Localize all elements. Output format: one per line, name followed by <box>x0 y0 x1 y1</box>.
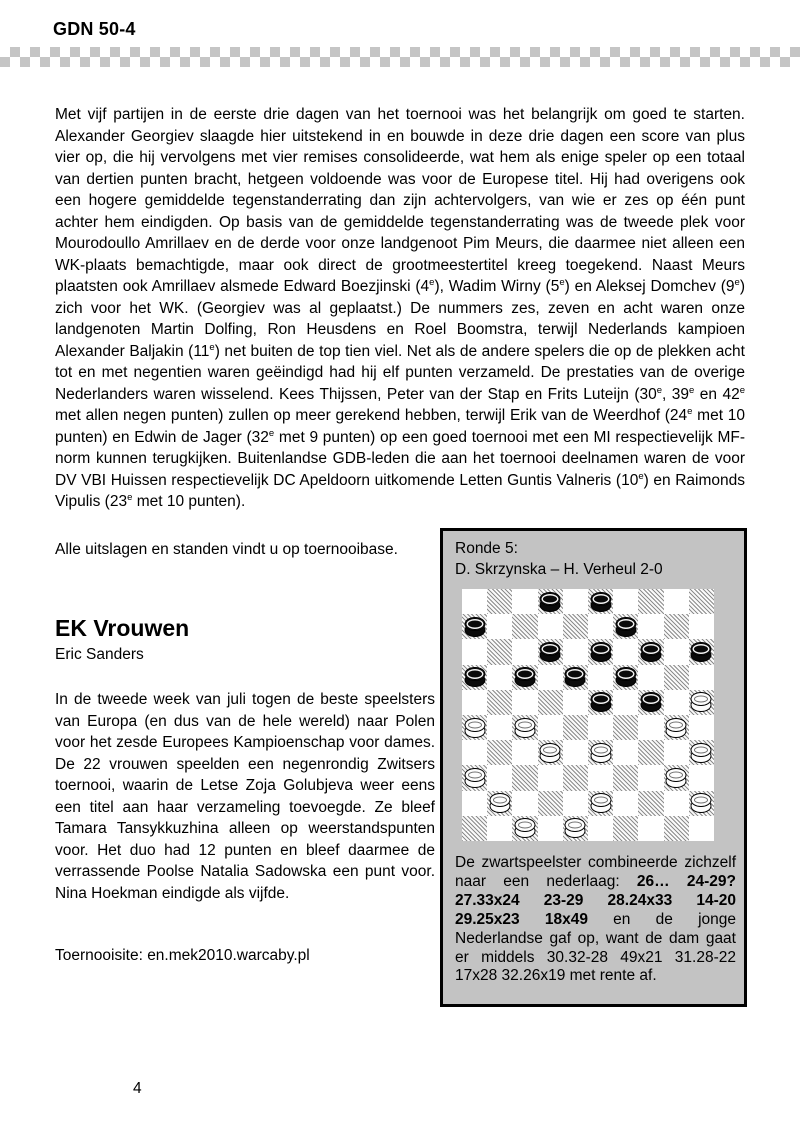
board-square <box>638 589 663 614</box>
board-square <box>588 614 613 639</box>
section-author: Eric Sanders <box>55 646 144 663</box>
board-square <box>689 589 714 614</box>
piece-face <box>464 617 485 631</box>
board-square <box>563 589 588 614</box>
board-square <box>538 614 563 639</box>
board-square <box>487 589 512 614</box>
board-square <box>487 740 512 765</box>
black-piece <box>640 692 661 712</box>
board-square <box>638 765 663 790</box>
board-square <box>487 639 512 664</box>
black-piece <box>540 592 561 612</box>
board-square <box>664 639 689 664</box>
ek-vrouwen-paragraph: In de tweede week van juli togen de beste speelsters van Europa (en dus van de hele wereld) naar Polen voor het zesde Europees Kampioenschap voor dames. De 22 vrouwen speelden een negenrondig Zwitsers toernooi, waarin de Letse Zoja Golubjeva weer eens een titel aan haar verzameling toevoegde. Ze bleef Tamara Tansykkuzhina alleen op weerstandspunten voor. Het duo had 12 punten en bleef daarmee de verrassende Poolse Natalia Sadowska een punt voor. Nina Hoekman eindigde als vijfde. <box>55 691 435 902</box>
board-square <box>638 665 663 690</box>
black-piece <box>640 642 661 662</box>
white-piece <box>565 818 586 838</box>
board-square <box>613 816 638 841</box>
board-square <box>538 740 563 765</box>
board-square <box>563 614 588 639</box>
draughts-board <box>462 589 714 841</box>
piece-face <box>489 793 510 807</box>
board-square <box>538 589 563 614</box>
board-square <box>689 740 714 765</box>
board-square <box>588 665 613 690</box>
board-square <box>638 639 663 664</box>
piece-face <box>565 818 586 832</box>
board-square <box>538 639 563 664</box>
white-piece <box>666 768 687 788</box>
black-piece <box>514 667 535 687</box>
board-square <box>462 715 487 740</box>
board-square <box>638 614 663 639</box>
black-piece <box>464 617 485 637</box>
game-caption: De zwartspeelster combineerde zichzelf naar een nederlaag: 26… 24-29? 27.33x24 23-29 28.24x33 14-20 29.25x23 18x49 en de jonge Nederlandse gaf op, want de dam gaat er middels 30.32-28 49x21 31.28-22 17x28 32.26x19 met rente af. <box>455 854 737 985</box>
white-piece <box>691 743 712 763</box>
piece-face <box>514 818 535 832</box>
board-square <box>512 614 537 639</box>
piece-face <box>590 692 611 706</box>
piece-face <box>615 667 636 681</box>
black-piece <box>615 617 636 637</box>
piece-face <box>590 642 611 656</box>
board-square <box>588 740 613 765</box>
board-square <box>664 589 689 614</box>
board-square <box>462 740 487 765</box>
black-piece <box>691 642 712 662</box>
board-square <box>512 791 537 816</box>
issue-title: GDN 50-4 <box>53 19 136 39</box>
board-square <box>613 614 638 639</box>
black-piece <box>615 667 636 687</box>
board-square <box>462 589 487 614</box>
piece-face <box>640 692 661 706</box>
board-square <box>638 816 663 841</box>
board-square <box>664 690 689 715</box>
board-square <box>638 740 663 765</box>
players-result: D. Skrzynska – H. Verheul 2-0 <box>455 560 663 578</box>
board-square <box>613 740 638 765</box>
board-square <box>563 690 588 715</box>
white-piece <box>590 743 611 763</box>
tournament-site-note: Toernooisite: en.mek2010.warcaby.pl <box>55 947 310 964</box>
white-piece <box>514 718 535 738</box>
toernooibase-note: Alle uitslagen en standen vindt u op toernooibase. <box>55 541 398 558</box>
board-square <box>588 639 613 664</box>
board-square <box>563 740 588 765</box>
board-square <box>563 639 588 664</box>
board-square <box>588 765 613 790</box>
page-number: 4 <box>133 1080 142 1097</box>
board-square <box>563 791 588 816</box>
piece-face <box>691 642 712 656</box>
board-square <box>689 614 714 639</box>
board-square <box>613 765 638 790</box>
board-square <box>538 690 563 715</box>
board-square <box>462 791 487 816</box>
board-square <box>613 665 638 690</box>
board-square <box>462 690 487 715</box>
board-square <box>563 665 588 690</box>
board-square <box>664 665 689 690</box>
board-square <box>689 665 714 690</box>
board-square <box>638 690 663 715</box>
piece-face <box>666 768 687 782</box>
board-square <box>462 665 487 690</box>
board-square <box>512 816 537 841</box>
piece-face <box>514 718 535 732</box>
white-piece <box>691 793 712 813</box>
white-piece <box>540 743 561 763</box>
piece-face <box>691 692 712 706</box>
piece-face <box>464 718 485 732</box>
board-square <box>664 715 689 740</box>
black-piece <box>590 592 611 612</box>
piece-face <box>666 718 687 732</box>
board-square <box>638 715 663 740</box>
board-square <box>512 665 537 690</box>
piece-face <box>540 642 561 656</box>
board-square <box>512 740 537 765</box>
board-square <box>512 690 537 715</box>
black-piece <box>590 642 611 662</box>
board-square <box>538 765 563 790</box>
board-square <box>487 665 512 690</box>
board-square <box>664 614 689 639</box>
board-square <box>538 816 563 841</box>
piece-face <box>691 743 712 757</box>
board-square <box>512 639 537 664</box>
white-piece <box>590 793 611 813</box>
board-square <box>588 791 613 816</box>
board-square <box>613 690 638 715</box>
board-square <box>512 765 537 790</box>
board-square <box>689 765 714 790</box>
board-square <box>538 665 563 690</box>
piece-face <box>540 743 561 757</box>
board-square <box>588 816 613 841</box>
board-square <box>487 690 512 715</box>
board-square <box>563 816 588 841</box>
board-square <box>487 715 512 740</box>
white-piece <box>666 718 687 738</box>
white-piece <box>464 718 485 738</box>
piece-face <box>590 592 611 606</box>
piece-face <box>464 768 485 782</box>
board-square <box>563 765 588 790</box>
board-square <box>487 791 512 816</box>
board-square <box>588 715 613 740</box>
board-square <box>487 614 512 639</box>
board-square <box>487 816 512 841</box>
checker-band-decoration <box>0 47 800 67</box>
piece-face <box>590 793 611 807</box>
white-piece <box>464 768 485 788</box>
board-square <box>689 816 714 841</box>
black-piece <box>540 642 561 662</box>
board-square <box>462 765 487 790</box>
board-square <box>487 765 512 790</box>
board-square <box>689 791 714 816</box>
black-piece <box>565 667 586 687</box>
white-piece <box>691 692 712 712</box>
board-square <box>462 614 487 639</box>
board-square <box>689 715 714 740</box>
board-square <box>588 589 613 614</box>
board-square <box>613 791 638 816</box>
white-piece <box>489 793 510 813</box>
round-label: Ronde 5: <box>455 540 518 557</box>
piece-face <box>691 793 712 807</box>
white-piece <box>514 818 535 838</box>
piece-face <box>514 667 535 681</box>
board-square <box>638 791 663 816</box>
piece-face <box>540 592 561 606</box>
piece-face <box>565 667 586 681</box>
piece-face <box>640 642 661 656</box>
board-square <box>664 740 689 765</box>
board-square <box>664 765 689 790</box>
board-square <box>613 589 638 614</box>
piece-face <box>615 617 636 631</box>
section-title: EK Vrouwen <box>55 615 190 641</box>
board-square <box>538 791 563 816</box>
main-article-paragraph: Met vijf partijen in de eerste drie dagen van het toernooi was het belangrijk om goed te starten. Alexander Georgiev slaagde hier uitstekend in en bouwde in deze drie dagen een score van plus vier op, die hij vervolgens met vier remises consolideerde, wat hem als enige speler op een totaal van dertien punten bracht, hetgeen voldoende was voor de Europese titel. Hij had overigens ook een hogere gemiddelde tegenstanderrating dan zijn achtervolgers, van wie er zes op één punt achter hem eindigden. Op basis van de gemiddelde tegenstanderrating was de tweede plek voor Mourodoullo Amrillaev en de derde voor onze landgenoot Pim Meurs, die daarmee niet alleen een WK-plaats bemachtigde, maar ook direct de grootmeestertitel kreeg toegekend. Naast Meurs plaatsten ook Amrillaev alsmede Edward Boezjinski (4e), Wadim Wirny (5e) en Aleksej Domchev (9e) zich voor het WK. (Georgiev was al geplaatst.) De nummers zes, zeven en acht waren onze landgenoten Martin Dolfing, Ron Heusdens en Roel Boomstra, terwijl Nederlands kampioen Alexander Baljakin (11e) net buiten de top tien viel. Net als de andere spelers die op de plekken acht tot en met negentien waren geëindigd had hij elf punten verzameld. De prestaties van de overige Nederlanders waren wisselend. Kees Thijssen, Peter van der Stap en Frits Luteijn (30e, 39e en 42e met allen negen punten) zullen op meer gerekend hebben, terwijl Erik van de Weerdhof (24e met 10 punten) en Edwin de Jager (32e met 9 punten) op een goed toernooi met een MI respectievelijk MF-norm kunnen terugkijken. Buitenlandse GDB-leden die aan het toernooi deelnamen waren de voor DV VBI Huissen respectievelijk DC Apeldoorn uitkomende Letten Guntis Valneris (10e) en Raimonds Vipulis (23e met 10 punten). <box>55 106 745 510</box>
black-piece <box>590 692 611 712</box>
board-square <box>512 589 537 614</box>
board-square <box>689 639 714 664</box>
board-square <box>689 690 714 715</box>
piece-face <box>464 667 485 681</box>
black-piece <box>464 667 485 687</box>
board-square <box>613 715 638 740</box>
board-square <box>462 639 487 664</box>
game-diagram-box <box>440 528 747 1007</box>
board-square <box>613 639 638 664</box>
board-square <box>538 715 563 740</box>
board-square <box>462 816 487 841</box>
board-square <box>664 791 689 816</box>
board-square <box>512 715 537 740</box>
board-square <box>588 690 613 715</box>
board-square <box>664 816 689 841</box>
piece-face <box>590 743 611 757</box>
board-square <box>563 715 588 740</box>
